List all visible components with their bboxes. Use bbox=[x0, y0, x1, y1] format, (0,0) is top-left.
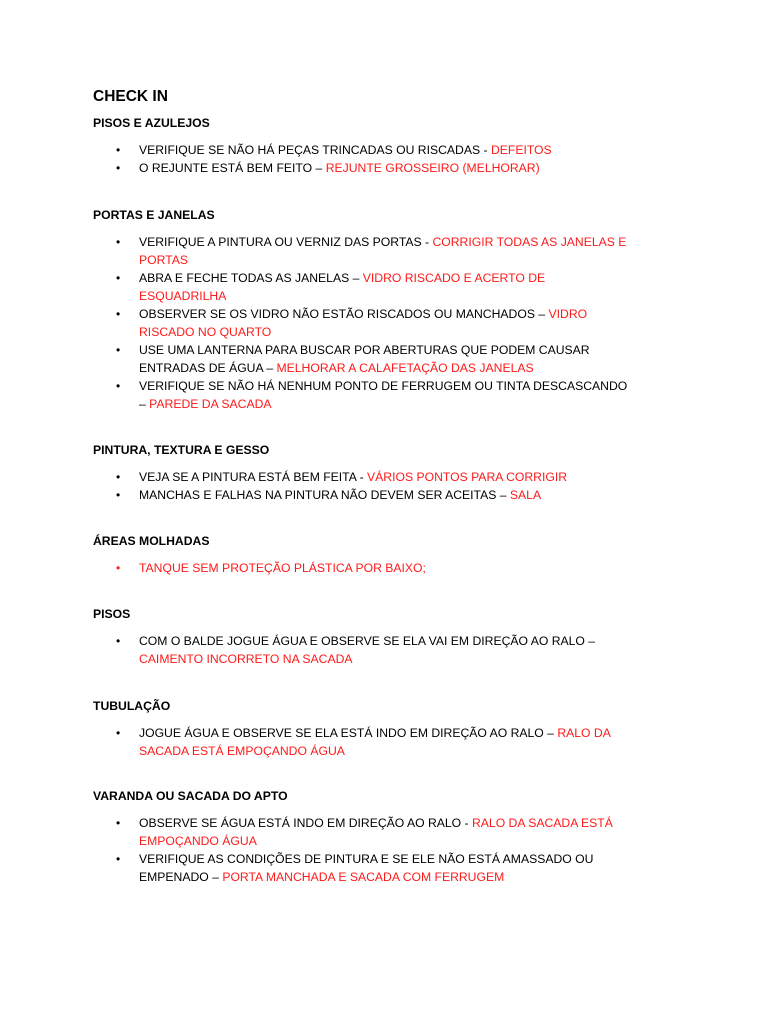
bullet-icon: • bbox=[116, 488, 121, 502]
list-item bbox=[93, 559, 634, 577]
item-text: OBSERVE SE ÁGUA ESTÁ INDO EM DIREÇÃO AO RALO - bbox=[139, 816, 472, 830]
item-note: REJUNTE GROSSEIRO (MELHORAR) bbox=[325, 161, 540, 175]
bullet-icon: • bbox=[116, 561, 121, 575]
bullet-icon: • bbox=[116, 307, 121, 321]
item-text: JOGUE ÁGUA E OBSERVE SE ELA ESTÁ INDO EM DIREÇÃO AO RALO – bbox=[139, 726, 558, 740]
item-note: RALO DA SACADA ESTÁ EMPOÇANDO ÁGUA bbox=[139, 726, 611, 758]
checklist bbox=[93, 724, 693, 760]
bullet-icon: • bbox=[116, 816, 121, 830]
section-heading: VARANDA OU SACADA DO APTO bbox=[93, 789, 288, 803]
section-varanda-sacada bbox=[93, 788, 693, 886]
checklist bbox=[93, 814, 693, 886]
bullet-icon: • bbox=[116, 379, 121, 393]
item-note: PAREDE DA SACADA bbox=[149, 397, 272, 411]
item-note: VIDRO RISCADO NO QUARTO bbox=[139, 307, 588, 339]
list-item bbox=[93, 269, 634, 305]
section-areas-molhadas bbox=[93, 533, 693, 577]
item-text: OBSERVER SE OS VIDRO NÃO ESTÃO RISCADOS OU MANCHADOS – bbox=[139, 307, 549, 321]
item-text: VERIFIQUE A PINTURA OU VERNIZ DAS PORTAS - bbox=[139, 235, 433, 249]
section-pisos bbox=[93, 606, 693, 668]
item-text: MANCHAS E FALHAS NA PINTURA NÃO DEVEM SER ACEITAS – bbox=[139, 488, 510, 502]
item-text: USE UMA LANTERNA PARA BUSCAR POR ABERTURAS QUE PODEM CAUSAR ENTRADAS DE ÁGUA – bbox=[139, 343, 590, 375]
item-note: TANQUE SEM PROTEÇÃO PLÁSTICA POR BAIXO; bbox=[139, 561, 426, 575]
item-note: CORRIGIR TODAS AS JANELAS E PORTAS bbox=[139, 235, 627, 267]
list-item bbox=[93, 377, 634, 413]
list-item bbox=[93, 486, 634, 504]
list-item bbox=[93, 468, 634, 486]
list-item bbox=[93, 305, 634, 341]
item-text: VERIFIQUE AS CONDIÇÕES DE PINTURA E SE ELE NÃO ESTÁ AMASSADO OU EMPENADO – bbox=[139, 852, 594, 884]
item-text: VEJA SE A PINTURA ESTÁ BEM FEITA - bbox=[139, 470, 368, 484]
item-text: O REJUNTE ESTÁ BEM FEITO – bbox=[139, 161, 326, 175]
document-page bbox=[93, 86, 693, 886]
list-item bbox=[93, 850, 634, 886]
section-portas-e-janelas bbox=[93, 207, 693, 413]
checklist bbox=[93, 559, 693, 577]
section-heading: PISOS bbox=[93, 607, 131, 621]
bullet-icon: • bbox=[116, 852, 121, 866]
list-item bbox=[93, 233, 634, 269]
item-note: DEFEITOS bbox=[490, 143, 552, 157]
section-tubulacao bbox=[93, 698, 693, 760]
bullet-icon: • bbox=[116, 271, 121, 285]
section-heading: PISOS E AZULEJOS bbox=[93, 116, 210, 130]
bullet-icon: • bbox=[116, 161, 121, 175]
section-heading: ÁREAS MOLHADAS bbox=[93, 534, 210, 548]
item-note: PORTA MANCHADA E SACADA COM FERRUGEM bbox=[222, 870, 505, 884]
section-pintura-textura-gesso bbox=[93, 442, 693, 504]
bullet-icon: • bbox=[116, 470, 121, 484]
section-heading: PINTURA, TEXTURA E GESSO bbox=[93, 443, 270, 457]
item-note: RALO DA SACADA ESTÁ EMPOÇANDO ÁGUA bbox=[139, 816, 613, 848]
checklist bbox=[93, 141, 693, 177]
list-item bbox=[93, 141, 634, 159]
item-note: MELHORAR A CALAFETAÇÃO DAS JANELAS bbox=[276, 361, 534, 375]
list-item bbox=[93, 159, 634, 177]
section-heading: PORTAS E JANELAS bbox=[93, 208, 215, 222]
checklist bbox=[93, 632, 693, 668]
list-item bbox=[93, 341, 634, 377]
list-item bbox=[93, 632, 634, 668]
bullet-icon: • bbox=[116, 343, 121, 357]
section-pisos-e-azulejos bbox=[93, 115, 693, 177]
item-note: SALA bbox=[509, 488, 542, 502]
bullet-icon: • bbox=[116, 235, 121, 249]
item-text: ABRA E FECHE TODAS AS JANELAS – bbox=[139, 271, 363, 285]
item-text: COM O BALDE JOGUE ÁGUA E OBSERVE SE ELA VAI EM DIREÇÃO AO RALO – bbox=[139, 634, 596, 648]
list-item bbox=[93, 814, 634, 850]
item-text: VERIFIQUE SE NÃO HÁ NENHUM PONTO DE FERRUGEM OU TINTA DESCASCANDO – bbox=[139, 379, 628, 411]
list-item bbox=[93, 724, 634, 760]
section-heading: TUBULAÇÃO bbox=[93, 699, 171, 713]
bullet-icon: • bbox=[116, 634, 121, 648]
bullet-icon: • bbox=[116, 726, 121, 740]
item-text: VERIFIQUE SE NÃO HÁ PEÇAS TRINCADAS OU RISCADAS - bbox=[139, 143, 491, 157]
item-note: VÁRIOS PONTOS PARA CORRIGIR bbox=[367, 470, 568, 484]
bullet-icon: • bbox=[116, 143, 121, 157]
item-note: VIDRO RISCADO E ACERTO DE ESQUADRILHA bbox=[139, 271, 546, 303]
document-title: CHECK IN bbox=[93, 88, 168, 105]
checklist bbox=[93, 233, 693, 413]
checklist bbox=[93, 468, 693, 504]
item-note: CAIMENTO INCORRETO NA SACADA bbox=[139, 652, 353, 666]
